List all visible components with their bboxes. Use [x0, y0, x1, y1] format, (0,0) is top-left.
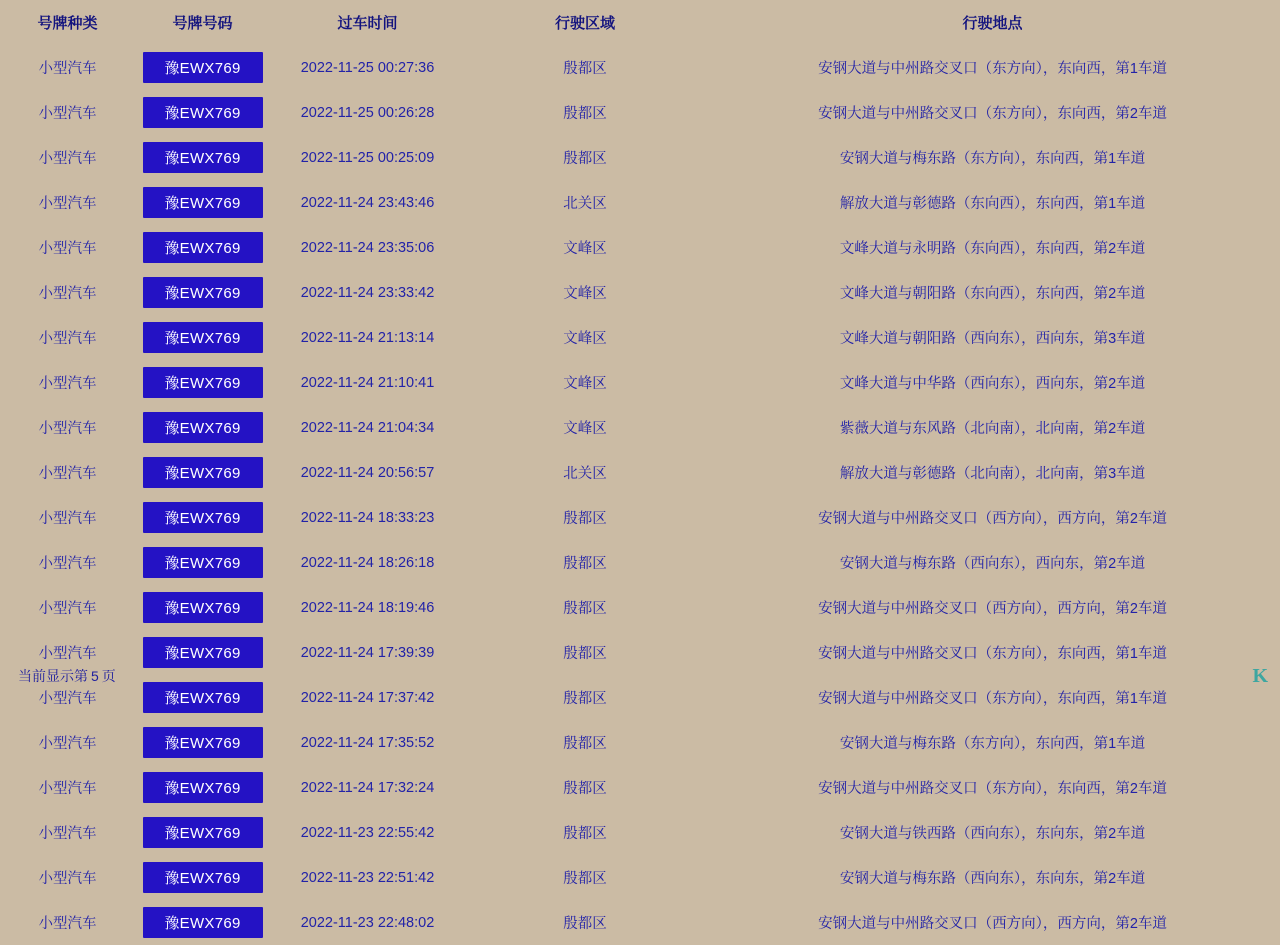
cell-pass-time: 2022-11-23 22:48:02 [300, 914, 435, 931]
cell-pass-time: 2022-11-25 00:26:28 [300, 104, 435, 121]
cell-location: 安钢大道与中州路交叉口（东方向），东向西，第1车道 [818, 646, 1167, 662]
column-header-pass-time: 过车时间 [337, 15, 398, 32]
cell-location: 安钢大道与中州路交叉口（西方向），西方向，第2车道 [818, 511, 1167, 527]
cell-pass-time: 2022-11-24 23:33:42 [300, 284, 435, 301]
table-row[interactable] [0, 90, 1280, 135]
plate-badge: 豫EWX769 [143, 772, 263, 803]
cell-area: 殷都区 [563, 781, 607, 797]
table-row[interactable] [0, 540, 1280, 585]
cell-plate-number [135, 900, 270, 945]
cell-location: 安钢大道与梅东路（西向东），西向东，第2车道 [839, 556, 1146, 572]
cell-plate-number [135, 675, 270, 720]
cell-plate-number [135, 450, 270, 495]
cell-pass-time: 2022-11-24 18:26:18 [300, 554, 435, 571]
table-row[interactable] [0, 45, 1280, 90]
cell-pass-time: 2022-11-24 23:43:46 [300, 194, 435, 211]
cell-pass-time: 2022-11-24 23:35:06 [300, 239, 435, 256]
plate-badge: 豫EWX769 [143, 52, 263, 83]
cell-plate-type: 小型汽车 [38, 106, 97, 122]
cell-plate-number [135, 720, 270, 765]
cell-pass-time: 2022-11-24 21:13:14 [300, 329, 435, 346]
cell-plate-type: 小型汽车 [38, 196, 97, 212]
table-header [0, 0, 1280, 45]
cell-pass-time: 2022-11-24 17:32:24 [300, 779, 435, 796]
table-row[interactable] [0, 585, 1280, 630]
cell-plate-type: 小型汽车 [38, 331, 97, 347]
pagination-suffix: 页 [101, 668, 116, 684]
cell-location: 安钢大道与中州路交叉口（西方向），西方向，第2车道 [818, 601, 1167, 617]
cell-area: 殷都区 [563, 646, 607, 662]
cell-plate-type: 小型汽车 [38, 916, 97, 932]
pagination-current-page: 5 [91, 668, 99, 684]
cell-plate-type: 小型汽车 [38, 691, 97, 707]
cell-pass-time: 2022-11-24 18:19:46 [300, 599, 435, 616]
cell-plate-number [135, 585, 270, 630]
cell-area: 殷都区 [563, 826, 607, 842]
plate-badge: 豫EWX769 [143, 412, 263, 443]
cell-plate-type: 小型汽车 [38, 241, 97, 257]
cell-location: 安钢大道与铁西路（西向东），东向东，第2车道 [839, 826, 1146, 842]
cell-area: 殷都区 [563, 736, 607, 752]
table-header-row [0, 0, 1280, 45]
cell-location: 安钢大道与中州路交叉口（东方向），东向西，第1车道 [818, 61, 1167, 77]
plate-badge: 豫EWX769 [143, 727, 263, 758]
cell-pass-time: 2022-11-24 20:56:57 [300, 464, 435, 481]
cell-area: 殷都区 [563, 916, 607, 932]
cell-area: 殷都区 [563, 601, 607, 617]
pagination-prefix: 当前显示第 [18, 668, 88, 684]
cell-plate-number [135, 495, 270, 540]
cell-pass-time: 2022-11-24 21:10:41 [300, 374, 435, 391]
table-row[interactable] [0, 360, 1280, 405]
cell-plate-type: 小型汽车 [38, 286, 97, 302]
cell-location: 文峰大道与朝阳路（东向西），东向西，第2车道 [839, 286, 1146, 302]
cell-location: 安钢大道与中州路交叉口（西方向），西方向，第2车道 [818, 916, 1167, 932]
cell-pass-time: 2022-11-23 22:51:42 [300, 869, 435, 886]
table-row[interactable] [0, 765, 1280, 810]
cell-pass-time: 2022-11-24 17:39:39 [300, 644, 435, 661]
cell-plate-number [135, 135, 270, 180]
cell-location: 文峰大道与朝阳路（西向东），西向东，第3车道 [839, 331, 1146, 347]
cell-location: 文峰大道与中华路（西向东），西向东，第2车道 [839, 376, 1146, 392]
cell-plate-type: 小型汽车 [38, 421, 97, 437]
cell-plate-type: 小型汽车 [38, 781, 97, 797]
cell-pass-time: 2022-11-25 00:27:36 [300, 59, 435, 76]
cell-pass-time: 2022-11-23 22:55:42 [300, 824, 435, 841]
table-row[interactable] [0, 315, 1280, 360]
plate-badge: 豫EWX769 [143, 592, 263, 623]
cell-plate-type: 小型汽车 [38, 151, 97, 167]
plate-badge: 豫EWX769 [143, 322, 263, 353]
table-row[interactable] [0, 855, 1280, 900]
cell-area: 文峰区 [563, 331, 607, 347]
cell-plate-type: 小型汽车 [38, 736, 97, 752]
cell-plate-type: 小型汽车 [38, 466, 97, 482]
plate-badge: 豫EWX769 [143, 142, 263, 173]
plate-badge: 豫EWX769 [143, 232, 263, 263]
cell-location: 安钢大道与梅东路（东方向），东向西，第1车道 [839, 151, 1146, 167]
cell-area: 殷都区 [563, 151, 607, 167]
plate-badge: 豫EWX769 [143, 817, 263, 848]
cell-plate-number [135, 315, 270, 360]
cell-plate-type: 小型汽车 [38, 511, 97, 527]
cell-pass-time: 2022-11-25 00:25:09 [300, 149, 435, 166]
table-row[interactable] [0, 135, 1280, 180]
cell-plate-number [135, 45, 270, 90]
cell-plate-number [135, 630, 270, 675]
plate-badge: 豫EWX769 [143, 547, 263, 578]
plate-badge: 豫EWX769 [143, 907, 263, 938]
cell-location: 安钢大道与中州路交叉口（东方向），东向西，第2车道 [818, 781, 1167, 797]
table-row[interactable] [0, 225, 1280, 270]
cell-pass-time: 2022-11-24 17:37:42 [300, 689, 435, 706]
cell-plate-type: 小型汽车 [38, 556, 97, 572]
column-header-area: 行驶区域 [554, 15, 615, 32]
cell-plate-type: 小型汽车 [38, 376, 97, 392]
column-header-location: 行驶地点 [962, 15, 1023, 32]
table-row[interactable] [0, 900, 1280, 945]
cell-location: 紫薇大道与东风路（北向南），北向南，第2车道 [839, 421, 1146, 437]
plate-badge: 豫EWX769 [143, 277, 263, 308]
cell-pass-time: 2022-11-24 21:04:34 [300, 419, 435, 436]
cell-area: 文峰区 [563, 241, 607, 257]
cell-plate-type: 小型汽车 [38, 646, 97, 662]
cell-area: 殷都区 [563, 106, 607, 122]
cell-area: 殷都区 [563, 871, 607, 887]
cell-location: 解放大道与彰德路（东向西），东向西，第1车道 [839, 196, 1146, 212]
watermark-logo: K [1252, 665, 1268, 687]
plate-badge: 豫EWX769 [143, 367, 263, 398]
cell-location: 文峰大道与永明路（东向西），东向西，第2车道 [839, 241, 1146, 257]
cell-plate-type: 小型汽车 [38, 601, 97, 617]
cell-plate-number [135, 270, 270, 315]
cell-area: 殷都区 [563, 556, 607, 572]
plate-badge: 豫EWX769 [143, 97, 263, 128]
cell-plate-number [135, 180, 270, 225]
column-header-plate-type: 号牌种类 [37, 15, 98, 32]
plate-badge: 豫EWX769 [143, 682, 263, 713]
table-row[interactable] [0, 630, 1280, 675]
cell-plate-number [135, 765, 270, 810]
cell-pass-time: 2022-11-24 17:35:52 [300, 734, 435, 751]
cell-area: 北关区 [563, 466, 607, 482]
cell-location: 安钢大道与中州路交叉口（东方向），东向西，第2车道 [818, 106, 1167, 122]
cell-area: 殷都区 [563, 691, 607, 707]
cell-plate-type: 小型汽车 [38, 871, 97, 887]
table-row[interactable] [0, 180, 1280, 225]
cell-plate-number [135, 360, 270, 405]
cell-location: 安钢大道与梅东路（西向东），东向东，第2车道 [839, 871, 1146, 887]
cell-area: 北关区 [563, 196, 607, 212]
cell-location: 安钢大道与梅东路（东方向），东向西，第1车道 [839, 736, 1146, 752]
plate-badge: 豫EWX769 [143, 187, 263, 218]
plate-badge: 豫EWX769 [143, 637, 263, 668]
cell-location: 解放大道与彰德路（北向南），北向南，第3车道 [839, 466, 1146, 482]
cell-plate-number [135, 540, 270, 585]
column-header-plate-number: 号牌号码 [172, 15, 233, 32]
cell-plate-type: 小型汽车 [38, 826, 97, 842]
table-row[interactable] [0, 720, 1280, 765]
cell-area: 文峰区 [563, 376, 607, 392]
cell-area: 文峰区 [563, 286, 607, 302]
table-row[interactable] [0, 810, 1280, 855]
cell-plate-number [135, 90, 270, 135]
table-row[interactable] [0, 675, 1280, 720]
table-row[interactable] [0, 495, 1280, 540]
plate-badge: 豫EWX769 [143, 457, 263, 488]
cell-area: 文峰区 [563, 421, 607, 437]
table-row[interactable] [0, 450, 1280, 495]
cell-plate-number [135, 855, 270, 900]
cell-area: 殷都区 [563, 511, 607, 527]
table-row[interactable] [0, 270, 1280, 315]
cell-location: 安钢大道与中州路交叉口（东方向），东向西，第1车道 [818, 691, 1167, 707]
plate-badge: 豫EWX769 [143, 862, 263, 893]
cell-plate-number [135, 810, 270, 855]
cell-plate-number [135, 225, 270, 270]
cell-plate-number [135, 405, 270, 450]
cell-area: 殷都区 [563, 61, 607, 77]
table-body [0, 45, 1280, 945]
table-row[interactable] [0, 405, 1280, 450]
pagination-status [18, 666, 116, 686]
cell-plate-type: 小型汽车 [38, 61, 97, 77]
cell-pass-time: 2022-11-24 18:33:23 [300, 509, 435, 526]
plate-badge: 豫EWX769 [143, 502, 263, 533]
